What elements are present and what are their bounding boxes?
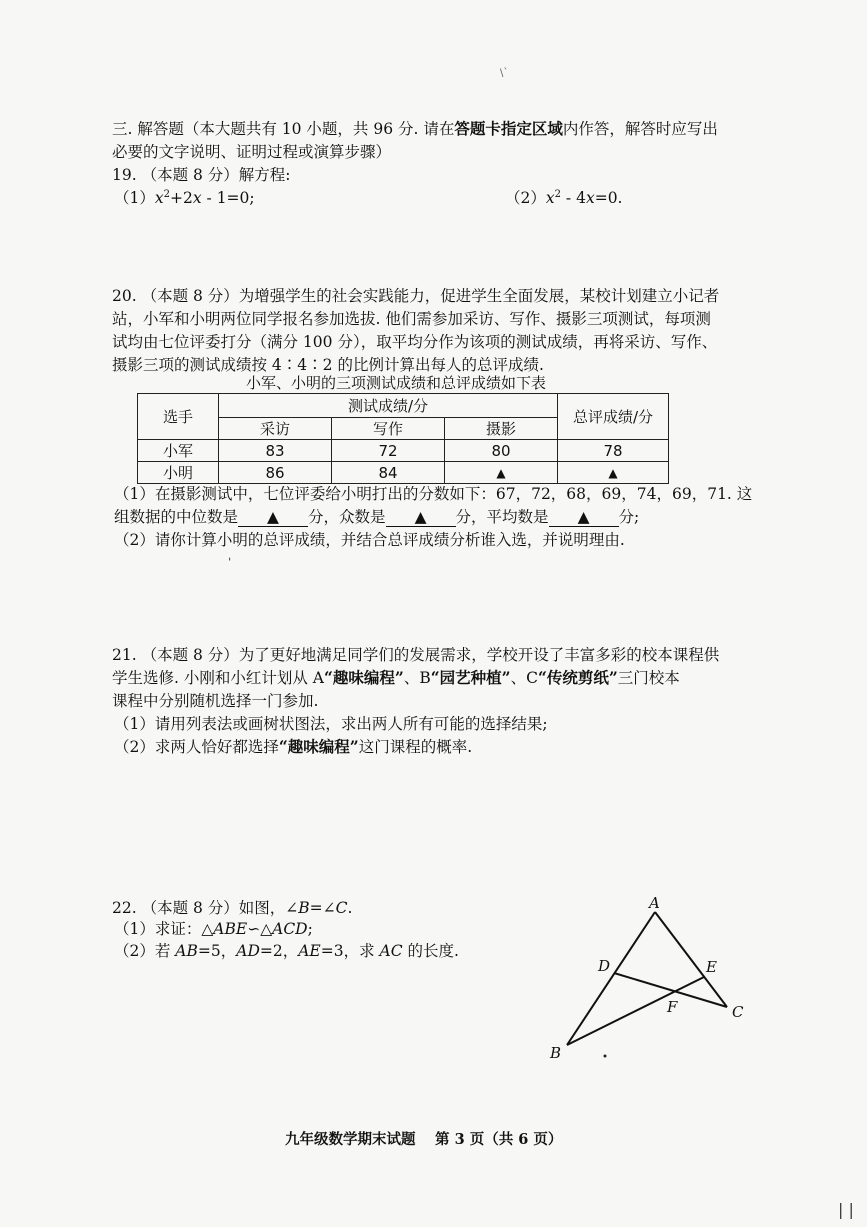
q22-var: AD: [236, 942, 260, 960]
q19-term: - 4: [561, 189, 586, 207]
q19-term: +2: [170, 189, 193, 207]
q22-text: （1）求证：△: [114, 920, 214, 938]
segment-AB: [567, 912, 655, 1045]
q20-part1-line1: （1）在摄影测试中，七位评委给小明打出的分数如下：67，72，68，69，74，69，71. 这: [114, 485, 753, 503]
table-cell-total: ▲: [558, 462, 669, 484]
q22-header: [112, 897, 352, 919]
q19-var: x: [154, 189, 164, 207]
table-cell-name: 小明: [138, 462, 219, 484]
segment-AC: [655, 912, 727, 1007]
section-title-line2: 必要的文字说明、证明过程或演算步骤）: [112, 143, 392, 161]
label-A: A: [649, 894, 660, 912]
q19-var: x: [585, 189, 595, 207]
q19-exp: 2: [554, 188, 561, 200]
scan-mark-top: \ˋ: [500, 68, 509, 79]
label-F: F: [667, 998, 678, 1016]
q19-part1-prefix: （1）: [114, 189, 155, 207]
q20-text: 组数据的中位数是: [114, 508, 239, 526]
q22-text: ∽△: [247, 920, 273, 938]
course-coding: “趣味编程”: [323, 668, 404, 687]
q20-text: 分，平均数是: [455, 508, 549, 526]
q19-var: x: [192, 189, 202, 207]
q22-var: C: [335, 899, 348, 917]
q21-text: 、C: [510, 669, 538, 687]
q22-var: AE: [298, 942, 321, 960]
q22-var: ABE: [213, 920, 248, 938]
q20-part2: （2）请你计算小明的总评成绩，并结合总评成绩分析谁入选，并说明理由.: [114, 531, 625, 549]
segment-BE: [567, 977, 704, 1045]
table-cell-total: 78: [558, 440, 669, 462]
q22-text: =5，: [197, 942, 237, 960]
table-cell-writing: 72: [332, 440, 445, 462]
course-papercut: “传统剪纸”: [537, 668, 618, 687]
q21-line2: [112, 667, 680, 689]
answer-blank-mean[interactable]: ▲: [549, 508, 619, 527]
label-D: D: [598, 957, 611, 975]
q22-part2: [114, 940, 459, 962]
course-gardening: “园艺种植”: [430, 668, 511, 687]
table-cell-interview: 86: [219, 462, 332, 484]
table-cell-writing: 84: [332, 462, 445, 484]
table-header-interview: 采访: [219, 418, 332, 440]
q22-text: =2，: [259, 942, 299, 960]
q20-part1-line2: [114, 506, 639, 528]
answer-blank-mode[interactable]: ▲: [386, 508, 456, 527]
table-header-test: 测试成绩/分: [219, 394, 558, 418]
label-C: C: [732, 1003, 744, 1021]
q22-text: ;: [307, 920, 313, 938]
q21-text: （2）求两人恰好都选择: [114, 738, 279, 756]
scan-mark-right: | |: [838, 1200, 854, 1219]
q21-part2: [114, 736, 472, 758]
q20-table-caption: 小军、小明的三项测试成绩和总评成绩如下表: [246, 374, 547, 392]
table-header-photo: 摄影: [445, 418, 558, 440]
q20-score-table: [137, 393, 669, 484]
label-E: E: [706, 958, 717, 976]
q22-var: B: [298, 899, 310, 917]
q21-line3: 课程中分别随机选择一门参加.: [112, 692, 319, 710]
q20-line1: 20. （本题 8 分）为增强学生的社会实践能力，促进学生全面发展，某校计划建立小记者: [112, 287, 720, 305]
section-title-part: 内作答，解答时应写出: [562, 120, 718, 138]
q19-exp: 2: [163, 188, 170, 200]
q22-var: AC: [379, 942, 403, 960]
course-coding: “趣味编程”: [278, 737, 359, 756]
section-title-bold: 答题卡指定区域: [454, 119, 563, 138]
q20-line4: 摄影三项的测试成绩按 4∶4∶2 的比例计算出每人的总评成绩.: [112, 356, 544, 374]
q21-text: 三门校本: [617, 669, 680, 687]
q21-line1: 21. （本题 8 分）为了更好地满足同学们的发展需求，学校开设了丰富多彩的校本课程供: [112, 646, 720, 664]
q22-text: =∠: [309, 899, 336, 917]
q22-text: 22. （本题 8 分）如图，∠: [112, 899, 299, 917]
q22-text: .: [347, 899, 353, 917]
table-header-player: 选手: [138, 394, 219, 440]
q21-part1: （1）请用列表法或画树状图法，求出两人所有可能的选择结果;: [114, 715, 548, 733]
q22-text: =3，求: [320, 942, 380, 960]
q20-text: 分，众数是: [308, 508, 386, 526]
q21-text: 、B: [403, 669, 431, 687]
table-cell-interview: 83: [219, 440, 332, 462]
q20-text: 分;: [618, 508, 640, 526]
q22-var: ACD: [272, 920, 308, 938]
q20-line2: 站，小军和小明两位同学报名参加选拔. 他们需参加采访、写作、摄影三项测试，每项测: [112, 310, 711, 328]
q22-var: AB: [175, 942, 198, 960]
answer-blank-median[interactable]: ▲: [238, 508, 308, 527]
q19-var: x: [545, 189, 555, 207]
q22-text: 的长度.: [402, 942, 459, 960]
table-cell-photo: ▲: [445, 462, 558, 484]
q19-part2-prefix: （2）: [505, 189, 546, 207]
q22-text: （2）若: [114, 942, 176, 960]
section-title: [112, 118, 718, 140]
scan-dot: ˈ: [228, 556, 232, 570]
q19-part2: [505, 187, 622, 209]
table-header-total: 总评成绩/分: [558, 394, 669, 440]
table-row: [138, 440, 669, 462]
table-row: [138, 462, 669, 484]
q21-text: 这门课程的概率.: [358, 738, 473, 756]
q21-text: 学生选修. 小刚和小红计划从 A: [112, 669, 324, 687]
table-cell-photo: 80: [445, 440, 558, 462]
scan-dot: [604, 1055, 607, 1058]
table-cell-name: 小军: [138, 440, 219, 462]
q20-line3: 试均由七位评委打分（满分 100 分），取平均分作为该项的测试成绩，再将采访、写作、: [112, 333, 718, 351]
table-header-writing: 写作: [332, 418, 445, 440]
section-title-part: 三. 解答题（本大题共有 10 小题，共 96 分. 请在: [112, 120, 455, 138]
page-footer: 九年级数学期末试题 第 3 页（共 6 页）: [285, 1131, 563, 1148]
segment-DC: [614, 973, 727, 1007]
q19-part1: [114, 187, 255, 209]
q22-part1: [114, 918, 313, 940]
q19-term: =0.: [594, 189, 623, 207]
label-B: B: [550, 1044, 562, 1062]
q19-term: - 1=0;: [201, 189, 255, 207]
q19-header: 19. （本题 8 分）解方程:: [112, 166, 291, 184]
